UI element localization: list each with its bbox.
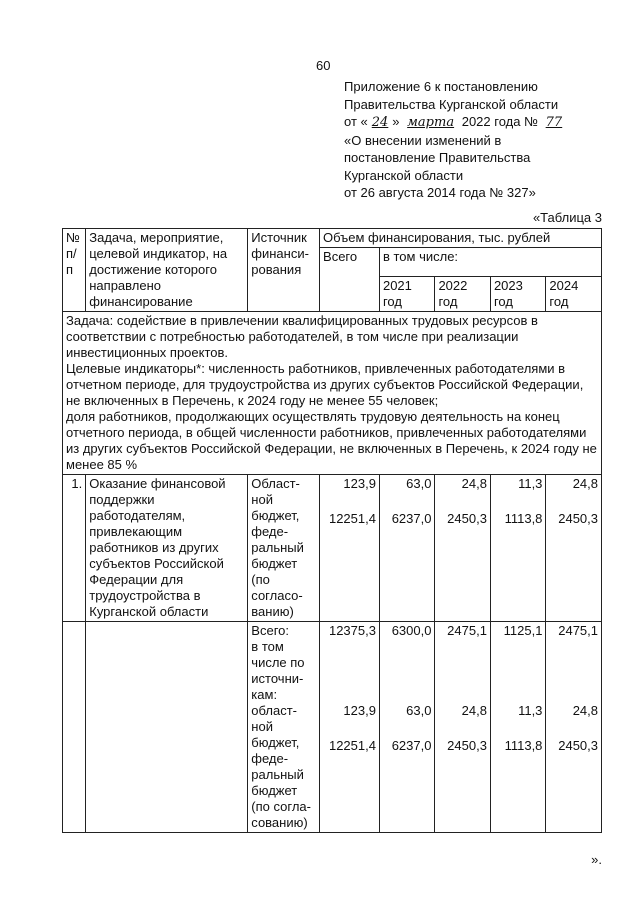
closing-quote: ». bbox=[591, 852, 602, 867]
indicator-2: доля работников, продолжающих осуществлять трудовую деятельность на конец отчетного периода, в общей численности работников, привлеченных работодателями из других субъектов Российской Федерации, не включенных в Перечень, к 2024 году не менее 85 % bbox=[66, 409, 597, 472]
header-2021: 2021 год bbox=[379, 277, 434, 312]
table-row: Всего: в том числе по источни-кам: област-ной бюджет, феде-ральный бюджет (по согла-сованию) 12375,3 123,9 12251,4 6300,0 63,0 6237,0 2475,1 24,8 2450,3 1125,1 11,3 1113,8 2475,1 24,8 2450,3 bbox=[63, 622, 602, 833]
handwritten-number: 77 bbox=[545, 115, 563, 130]
appendix-date-line: от « 24 » марта 2022 года № 77 bbox=[344, 113, 634, 132]
appendix-title-4: от 26 августа 2014 года № 327» bbox=[344, 185, 536, 200]
appendix-title-1: «О внесении изменений в bbox=[344, 132, 502, 148]
appendix-line-1: Приложение 6 к постановлению bbox=[344, 79, 538, 94]
header-total: Всего bbox=[320, 248, 380, 312]
row1-source: Област-ной бюджет, феде-ральный бюджет (по согласо-ванию) bbox=[248, 475, 320, 622]
header-incl: в том числе: bbox=[379, 248, 601, 277]
appendix-header bbox=[344, 78, 634, 202]
header-2022: 2022 год bbox=[435, 277, 490, 312]
row2-source: Всего: в том числе по источни-кам: област-ной бюджет, феде-ральный бюджет (по согла-сованию) bbox=[248, 622, 320, 833]
header-volume: Объем финансирования, тыс. рублей bbox=[320, 229, 602, 248]
table-caption: «Таблица 3 bbox=[532, 210, 602, 225]
handwritten-day: 24 bbox=[371, 115, 389, 130]
header-source: Источник финанси-рования bbox=[248, 229, 320, 312]
row1-task: Оказание финансовой поддержки работодателям, привлекающим работников из других субъектов Российской Федерации для трудоустройства в Курганской области bbox=[86, 475, 248, 622]
table-row: 1. Оказание финансовой поддержки работодателям, привлекающим работников из других субъектов Российской Федерации для трудоустройства в Курганской области Област-ной бюджет, феде-ральный бюджет (по согласо-ванию) 123,9 12251,4 63,0 6237,0 24,8 2450,3 11,3 1113,8 24,8 2450,3 bbox=[63, 475, 602, 622]
header-num: № п/п bbox=[63, 229, 86, 312]
indicator-1: Целевые индикаторы*: численность работников, привлеченных работодателями в отчетном периоде, для трудоустройства из других субъектов Российской Федерации, не включенных в Перечень, к 2024 году не менее 55 человек; bbox=[66, 361, 584, 408]
task-text: Задача: содействие в привлечении квалифицированных трудовых ресурсов в соответствии с потребностью работодателей, в том числе при реализации инвестиционных проектов. bbox=[66, 313, 538, 360]
header-2024: 2024 год bbox=[546, 277, 602, 312]
task-description bbox=[63, 312, 602, 475]
row1-num: 1. bbox=[63, 475, 86, 622]
financing-table bbox=[62, 228, 602, 833]
header-2023: 2023 год bbox=[490, 277, 545, 312]
appendix-line-2: Правительства Курганской области bbox=[344, 96, 559, 112]
appendix-title-3: Курганской области bbox=[344, 167, 464, 183]
handwritten-month: марта bbox=[407, 115, 455, 130]
page-number: 60 bbox=[316, 58, 331, 73]
appendix-title-2: постановление Правительства bbox=[344, 150, 531, 165]
header-task: Задача, мероприятие, целевой индикатор, на достижение которого направлено финансирование bbox=[86, 229, 248, 312]
